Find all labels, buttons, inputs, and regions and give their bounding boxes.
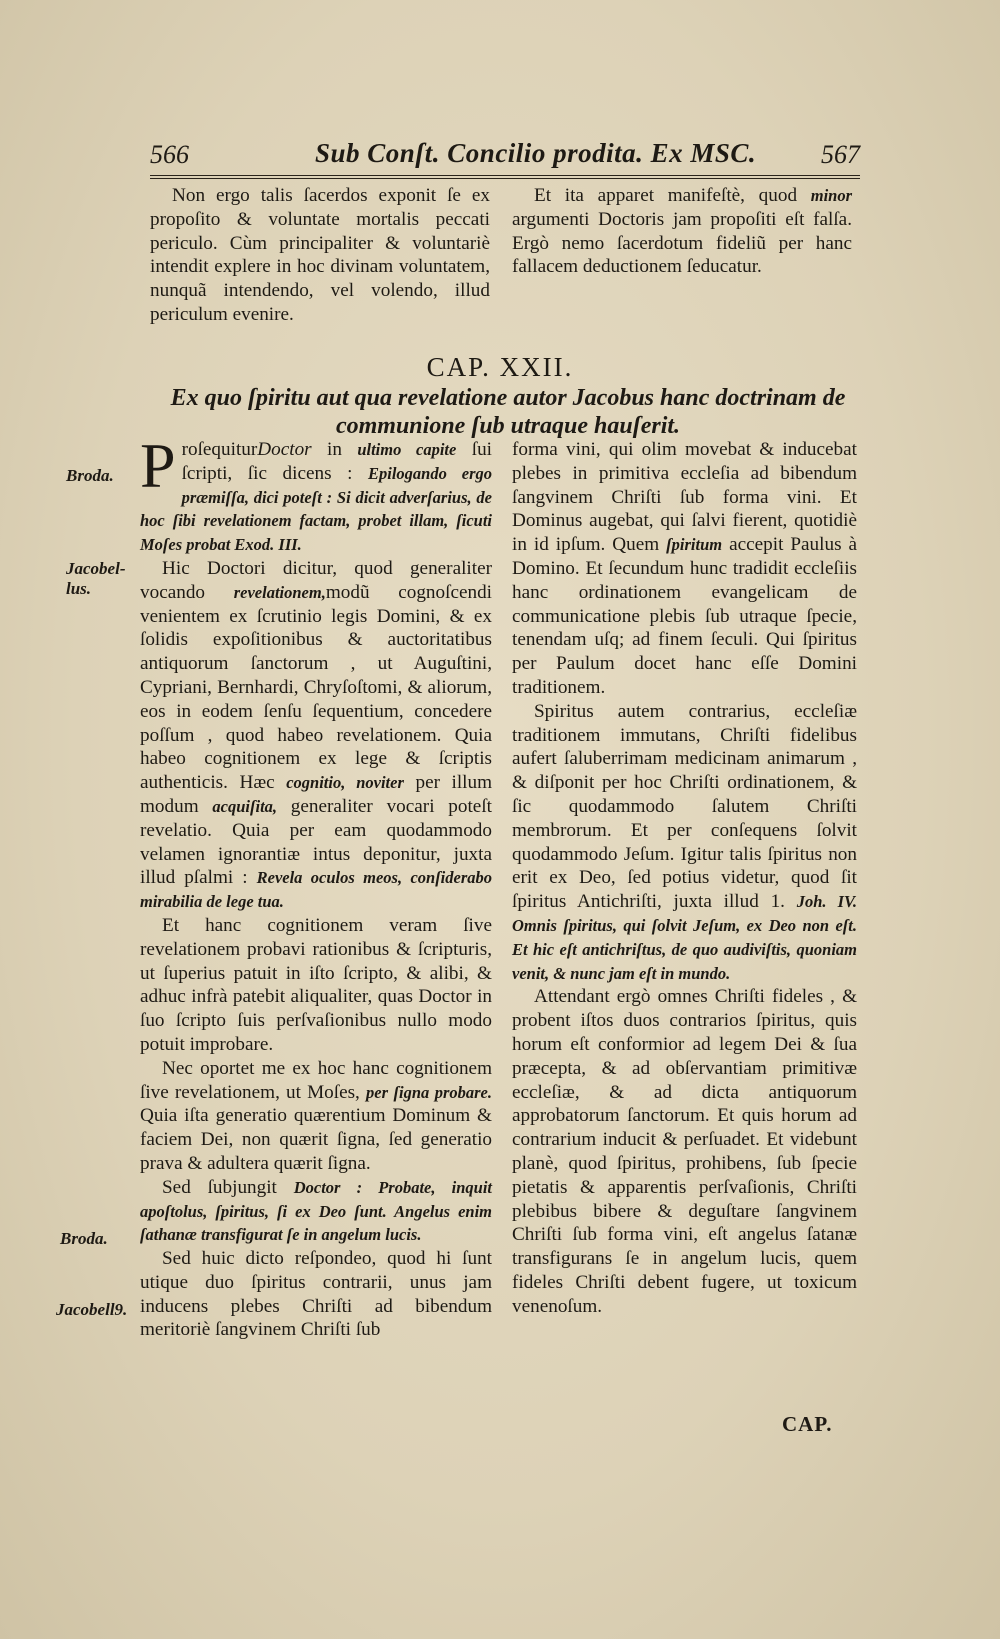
paragraph bbox=[140, 1057, 492, 1176]
text-span: forma vini, qui olim movebat & inducebat plebes in primitiva eccleſia ad bibendum ſangvinem Chriſti ſub forma vini. Et Dominus augebat, qui ſalvi fierent, quotidiè in id ipſum. Quem bbox=[512, 439, 857, 556]
margin-note-jacobellus: Jacobel-lus. bbox=[66, 559, 126, 598]
margin-note-broda-2: Broda. bbox=[60, 1229, 108, 1248]
italic-span: per ſigna probare. bbox=[366, 1082, 493, 1102]
page-number-left: 566 bbox=[150, 140, 189, 169]
paragraph bbox=[512, 184, 852, 279]
top-right-column bbox=[512, 184, 852, 279]
paragraph: Sed huic dicto reſpondeo, quod hi ſunt utique duo ſpiritus contrarii, unus jam inducens plebes Chriſti ad bibendum meritoriè ſangvinem Chriſti ſub bbox=[140, 1248, 492, 1341]
italic-span: Revela oculos meos, conſiderabo mirabilia de lege tua. bbox=[140, 868, 493, 912]
text-span: Quia iſta generatio quærentium Dominum & faciem Dei, non quærit ſigna, ſed generatio prava & adultera quærit ſigna. bbox=[140, 1105, 492, 1174]
page-number-right: 567 bbox=[821, 140, 860, 169]
text-span: Et ita apparet manifeſtè, quod bbox=[534, 185, 798, 206]
text-span: modũ cognoſcendi venientem ex ſcrutinio legis Domini, & ex ſolidis expoſitionibus & auctoritatibus antiquorum ſanctorum , ut Auguſtini, Cypriani, Bernhardi, Chryſoſtomi, & aliorum, eos in eodem ſenſu ſequentium, concedere poſſum , quod habeo revelationem. Quia habeo cognitionem ex lege & ſcriptis authenticis. Hæc bbox=[140, 581, 493, 794]
text-span: 1. bbox=[770, 891, 785, 913]
italic-span: acquiſita, bbox=[212, 796, 278, 816]
italic-span: minor bbox=[810, 186, 853, 205]
paragraph: Attendant ergò omnes Chriſti fideles , & probent iſtos duos contrarios ſpiritus, quis horum eſt conformior ad legem Dei & ſua præcepta, & ad obſervantiam primitivæ eccleſiæ, & ad dicta antiquorum approbatorum ſanctorum. Et quis horum ad contrarium inducit & perſuadet. Et videbunt planè, quod ſpiritus, prohibens, ſub ſpecie pietatis & apparentis perſvaſionis, Chriſti plebibus bibere & deguſtare ſangvinem Chriſti ſub forma vini, eſt angelus ſatanæ transfigurans ſe in angelum lucis, quem fideles Chriſti debent fugere, ut toxicum venenoſum. bbox=[512, 986, 857, 1317]
text-span: per illum modum bbox=[140, 772, 493, 817]
right-column bbox=[512, 438, 857, 1318]
italic-span: Doctor : Probate, inquit apoſtolus, ſpiritus, ſi ex Deo ſunt. Angelus enim ſathanæ transfigurat ſe in angelum lucis. bbox=[140, 1177, 492, 1245]
top-left-column bbox=[150, 184, 490, 327]
chapter-subtitle: Ex quo ſpiritu aut qua revelatione autor Jacobus hanc doctrinam de communione ſub utraque hauſerit. bbox=[170, 385, 846, 439]
paragraph bbox=[140, 557, 492, 914]
text-span: ſui ſcripti, ſic dicens : bbox=[181, 439, 492, 484]
paragraph bbox=[140, 1176, 492, 1247]
chapter-heading: CAP. XXII. bbox=[426, 352, 574, 382]
text-span: in bbox=[327, 439, 342, 460]
text-span: Nec oportet me ex hoc hanc cognitionem ſive revelationem, ut Moſes, bbox=[140, 1057, 492, 1103]
text-span: Sed ſubjungit bbox=[162, 1176, 277, 1198]
margin-note-jacobellus-2: Jacobell9. bbox=[56, 1300, 128, 1319]
margin-note-broda: Broda. bbox=[66, 466, 114, 485]
text-span: Hic Doctori dicitur, quod generaliter vocando bbox=[140, 557, 492, 603]
paragraph bbox=[512, 700, 857, 986]
paragraph bbox=[140, 430, 492, 557]
text-span: generaliter vocari poteſt revelatio. Quia per eam quodammodo velamen ignorantiæ intus deponitur, juxta illud pſalmi : bbox=[140, 795, 492, 889]
page-header bbox=[150, 136, 860, 176]
italic-span: revelationem, bbox=[233, 582, 326, 602]
paragraph: Non ergo talis ſacerdos exponit ſe ex propoſito & voluntate mortalis peccati periculo. Cùm principaliter & voluntariè intendit explere in hoc divinam voluntatem, nunquã intendendo, vel volendo, illud periculum evenire. bbox=[150, 185, 490, 325]
text-span: Spiritus autem contrarius, eccleſiæ traditionem immutans, Chriſti fidelibus aufert ſaluberrimam medicinam animarum , & diſponit per hoc Chriſti ordinationem, & ſic quodammodo ſalutem Chriſti membrorum. Et per conſequens ſolvit quodammodo Jeſum. Igitur talis ſpiritus non erit ex Deo, ſed potius videtur, quod ſit ſpiritus Antichriſti, juxta illud bbox=[512, 700, 857, 913]
italic-span: Epilogando ergo præmiſſa, dici poteſt : Si dicit adverſarius, de hoc ſibi revelationem factam, probet illam, ſicuti Moſes probat Exod. III. bbox=[140, 463, 492, 555]
header-rule bbox=[150, 175, 860, 179]
catchword: CAP. bbox=[782, 1412, 833, 1436]
italic-span: cognitio, noviter bbox=[286, 773, 404, 793]
italic-span: ſpiritum bbox=[666, 535, 723, 555]
paragraph: Et hanc cognitionem veram ſive revelationem probavi rationibus & ſcripturis, ut ſuperius patuit in iſto ſcripto, & alibi, & adhuc infrà patebit aliqualiter, quas Doctor in ſuo ſcripto ſuis perſvaſionibus nullo modo potuit improbare. bbox=[140, 914, 492, 1055]
running-title: Sub Conſt. Concilio prodita. Ex MSC. bbox=[315, 138, 757, 168]
text-span: argumenti Doctoris jam propoſiti eſt falſa. Ergò nemo ſacerdotum fideliũ per hanc fallacem deductionem ſeducatur. bbox=[512, 208, 852, 278]
left-column bbox=[140, 430, 493, 1342]
paragraph bbox=[512, 438, 857, 700]
drop-cap: P bbox=[140, 430, 176, 501]
text-span: roſequitur bbox=[181, 439, 258, 460]
italic-span: Doctor bbox=[257, 439, 312, 460]
text-span: accepit Paulus à Domino. Et ſecundum hunc tradidit eccleſiis hanc ordinationem evangelicam de communicatione plebis ſub utraque ſpecie, tenendam uſq; ad finem ſeculi. Qui ſpiritus per Paulum docet hanc eſſe Domini traditionem. bbox=[512, 534, 858, 698]
italic-span: Joh. IV. Omnis ſpiritus, qui ſolvit Jeſum, ex Deo non eſt. Et hic eſt antichriſtus, de quo audiviſtis, quoniam venit, & nunc jam eſt in mundo. bbox=[512, 892, 858, 983]
italic-span: ultimo capite bbox=[357, 440, 457, 459]
